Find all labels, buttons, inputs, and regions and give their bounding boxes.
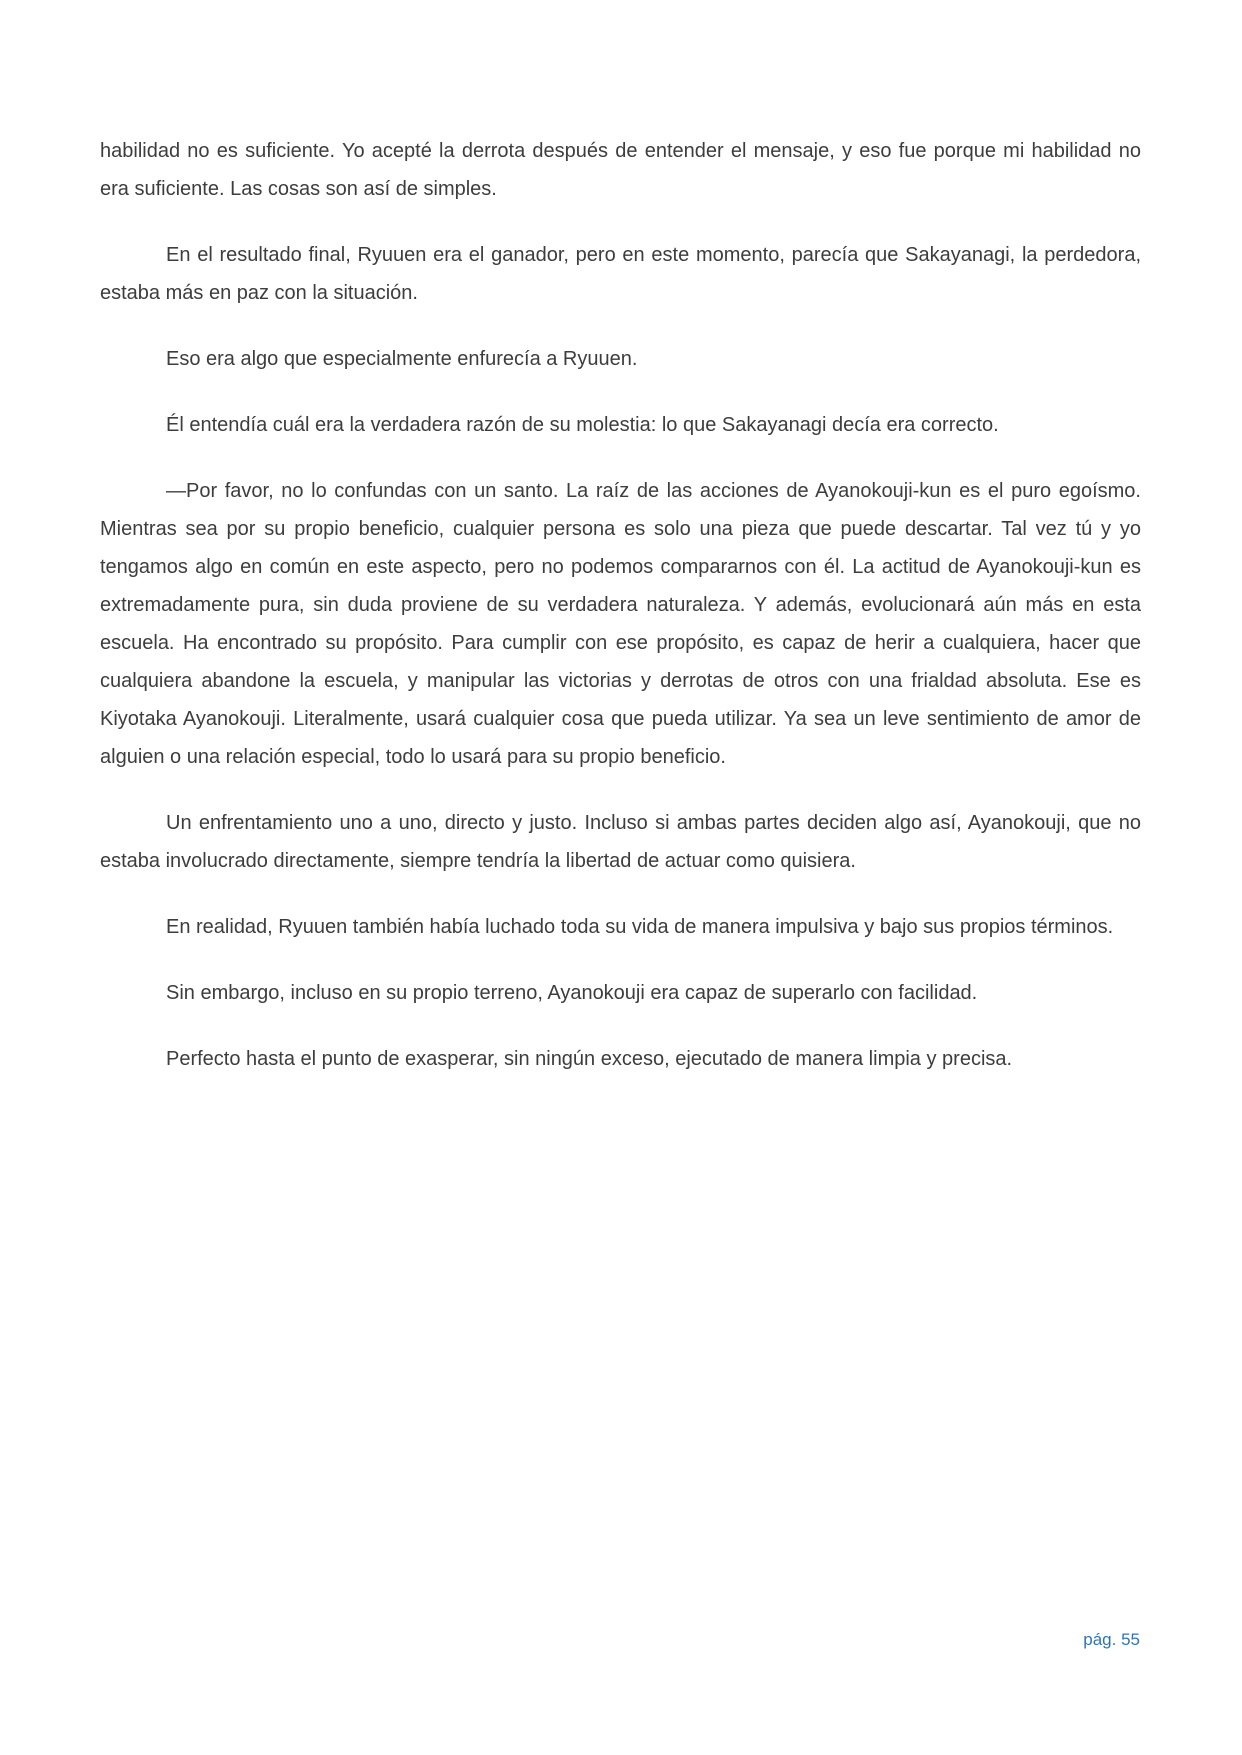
text-content <box>100 132 1141 1106</box>
page-number: pág. 55 <box>1083 1630 1140 1649</box>
paragraph: habilidad no es suficiente. Yo acepté la derrota después de entender el mensaje, y eso fue porque mi habilidad no era suficiente. Las cosas son así de simples. <box>100 140 1141 200</box>
paragraph: En realidad, Ryuuen también había luchado toda su vida de manera impulsiva y bajo sus propios términos. <box>166 916 1114 938</box>
paragraph: Sin embargo, incluso en su propio terreno, Ayanokouji era capaz de superarlo con facilidad. <box>166 982 978 1004</box>
paragraph: Él entendía cuál era la verdadera razón de su molestia: lo que Sakayanagi decía era correcto. <box>166 414 999 436</box>
paragraph: En el resultado final, Ryuuen era el ganador, pero en este momento, parecía que Sakayanagi, la perdedora, estaba más en paz con la situación. <box>100 244 1141 304</box>
paragraph: —Por favor, no lo confundas con un santo. La raíz de las acciones de Ayanokouji-kun es el puro egoísmo. Mientras sea por su propio beneficio, cualquier persona es solo una pieza que puede descartar. Tal vez tú y yo tengamos algo en común en este aspecto, pero no podemos compararnos con él. La actitud de Ayanokouji-kun es extremadamente pura, sin duda proviene de su verdadera naturaleza. Y además, evolucionará aún más en esta escuela. Ha encontrado su propósito. Para cumplir con ese propósito, es capaz de herir a cualquiera, hacer que cualquiera abandone la escuela, y manipular las victorias y derrotas de otros con una frialdad absoluta. Ese es Kiyotaka Ayanokouji. Literalmente, usará cualquier cosa que pueda utilizar. Ya sea un leve sentimiento de amor de alguien o una relación especial, todo lo usará para su propio beneficio. <box>100 480 1141 768</box>
paragraph: Perfecto hasta el punto de exasperar, sin ningún exceso, ejecutado de manera limpia y precisa. <box>166 1048 1013 1070</box>
paragraph: Eso era algo que especialmente enfurecía a Ryuuen. <box>166 348 638 370</box>
paragraph: Un enfrentamiento uno a uno, directo y justo. Incluso si ambas partes deciden algo así, Ayanokouji, que no estaba involucrado directamente, siempre tendría la libertad de actuar como quisiera. <box>100 812 1141 872</box>
